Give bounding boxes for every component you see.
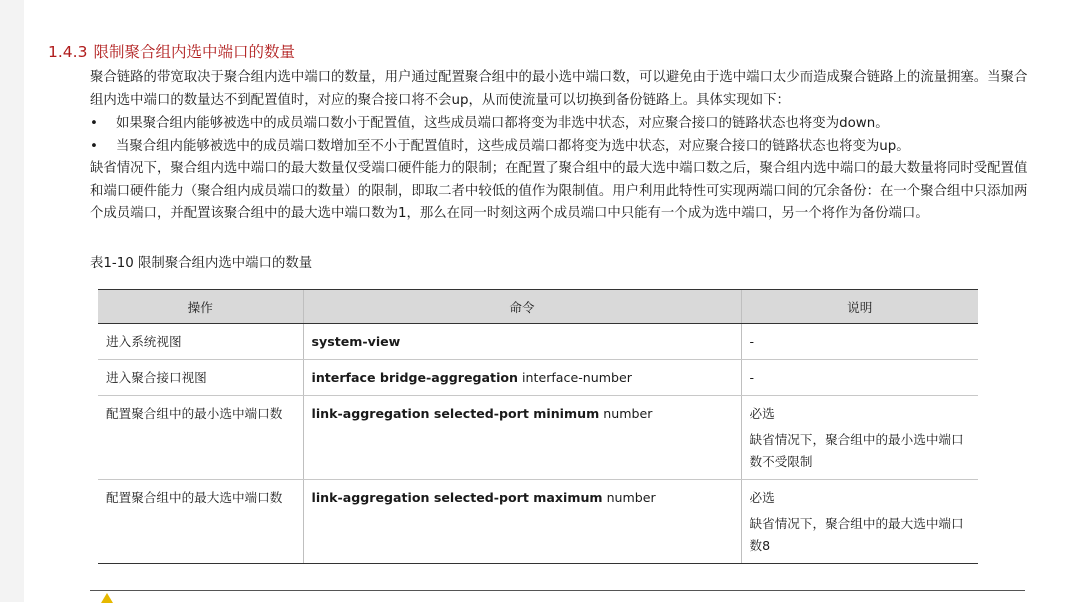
command-argument: number — [603, 406, 653, 421]
operation-cell: 配置聚合组中的最大选中端口数 — [98, 480, 303, 564]
command-argument: interface-number — [522, 370, 632, 385]
list-item — [90, 113, 1030, 136]
intro-paragraph: 聚合链路的带宽取决于聚合组内选中端口的数量，用户通过配置聚合组中的最小选中端口数，可以避免由于选中端口太少而造成聚合链路上的流量拥塞。当聚合组内选中端口的数量达不到配置值时，对应的聚合接口将不会up，从而使流量可以切换到备份链路上。具体实现如下： — [90, 70, 1028, 108]
document-page — [24, 0, 1065, 602]
description-cell — [741, 324, 978, 360]
list-item — [90, 136, 1030, 159]
left-gutter — [0, 0, 24, 602]
column-header-description: 说明 — [741, 290, 978, 324]
table-header-row — [98, 290, 978, 324]
section-title: 限制聚合组内选中端口的数量 — [93, 43, 295, 61]
table-row — [98, 396, 978, 480]
bullet-text: 当聚合组内能够被选中的成员端口数增加至不小于配置值时，这些成员端口都将变为选中状态，对应聚合接口的链路状态也将变为up。 — [116, 138, 910, 154]
required-text: - — [749, 334, 755, 349]
column-header-command: 命令 — [303, 290, 741, 324]
column-header-operation: 操作 — [98, 290, 303, 324]
required-text: - — [749, 370, 755, 385]
operation-cell: 进入聚合接口视图 — [98, 360, 303, 396]
section-divider — [90, 590, 1025, 591]
command-cell — [303, 396, 741, 480]
bullet-icon: • — [90, 116, 98, 131]
bullet-list — [90, 113, 1030, 158]
note-text: 缺省情况下，聚合组中的最大选中端口数8 — [749, 516, 964, 553]
command-cell — [303, 480, 741, 564]
section-heading — [48, 40, 295, 62]
section-body — [90, 67, 1030, 226]
required-text: 必选 — [749, 406, 775, 421]
required-text: 必选 — [749, 490, 775, 505]
command-keyword: link-aggregation selected-port maximum — [311, 490, 603, 505]
detail-paragraph: 缺省情况下，聚合组内选中端口的最大数量仅受端口硬件能力的限制；在配置了聚合组中的最大选中端口数之后，聚合组内选中端口的最大数量将同时受配置值和端口硬件能力（聚合组内成员端口的数量）的限制，即取二者中较低的值作为限制值。用户利用此特性可实现两端口间的冗余备份：在一个聚合组中只添加两个成员端口，并配置该聚合组中的最大选中端口数为1，那么在同一时刻这两个成员端口中只能有一个成为选中端口，另一个将作为备份端口。 — [90, 161, 1028, 221]
table-row — [98, 324, 978, 360]
section-number: 1.4.3 — [48, 43, 88, 61]
command-keyword: link-aggregation selected-port minimum — [311, 406, 600, 421]
command-table — [98, 289, 978, 564]
command-argument: number — [606, 490, 656, 505]
table-caption: 表1-10 限制聚合组内选中端口的数量 — [90, 256, 313, 271]
command-keyword: interface bridge-aggregation — [311, 370, 519, 385]
command-cell — [303, 324, 741, 360]
command-keyword: system-view — [311, 334, 401, 349]
bullet-text: 如果聚合组内能够被选中的成员端口数小于配置值，这些成员端口都将变为非选中状态，对应聚合接口的链路状态也将变为down。 — [116, 116, 889, 131]
description-cell — [741, 396, 978, 480]
description-cell — [741, 480, 978, 564]
table-row — [98, 480, 978, 564]
operation-cell: 进入系统视图 — [98, 324, 303, 360]
bullet-icon: • — [90, 138, 98, 154]
note-text: 缺省情况下，聚合组中的最小选中端口数不受限制 — [749, 432, 964, 469]
operation-cell: 配置聚合组中的最小选中端口数 — [98, 396, 303, 480]
description-cell — [741, 360, 978, 396]
table-row — [98, 360, 978, 396]
command-cell — [303, 360, 741, 396]
